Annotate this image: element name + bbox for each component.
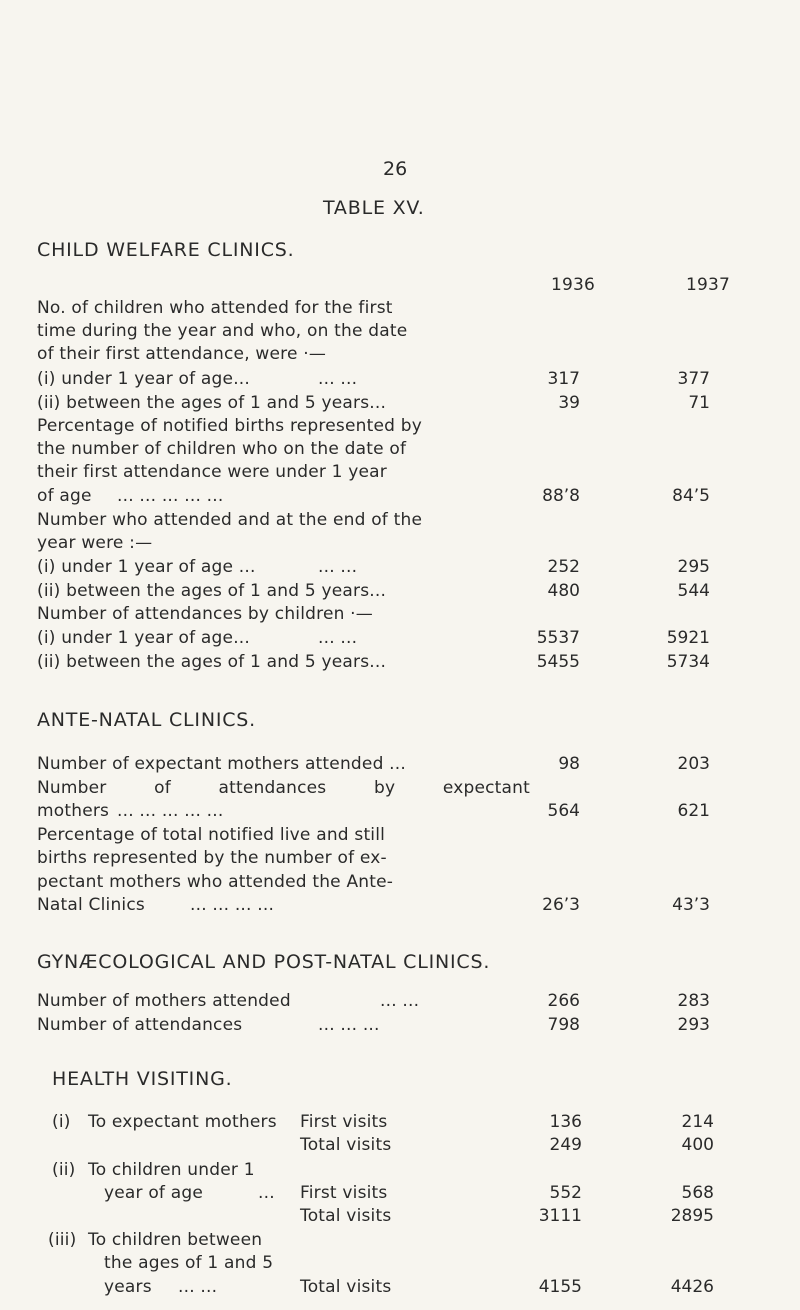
value-1937: 203: [677, 754, 710, 774]
an-row-label: Natal Clinics: [37, 895, 145, 915]
value-1937: 5921: [666, 628, 710, 648]
value-1937: 544: [677, 581, 710, 601]
value-1936: 480: [547, 581, 580, 601]
table-title: TABLE XV.: [323, 197, 425, 219]
cw-row-label: (ii) between the ages of 1 and 5 years...: [37, 581, 387, 601]
value-1936: 317: [547, 369, 580, 389]
gy-row-label: Number of attendances: [37, 1015, 243, 1035]
hv-item-number: (i): [52, 1112, 71, 1132]
value-1937: 71: [688, 393, 710, 413]
cw-row-label: (i) under 1 year of age...: [37, 369, 251, 389]
value-1937: 283: [677, 991, 710, 1011]
gynaecological-heading: GYNÆCOLOGICAL AND POST-NATAL CLINICS.: [37, 951, 491, 973]
hv-item-label: the ages of 1 and 5: [104, 1253, 274, 1273]
leader-dots: ... ...: [318, 557, 358, 577]
value-1936: 4155: [538, 1277, 582, 1297]
health-visiting-heading: HEALTH VISITING.: [52, 1068, 233, 1090]
value-1936: 39: [558, 393, 580, 413]
value-1936: 266: [547, 991, 580, 1011]
value-1936: 798: [547, 1015, 580, 1035]
cw-line: Number who attended and at the end of the: [37, 510, 423, 530]
hv-item-number: (iii): [48, 1230, 77, 1250]
leader-dots: ... ...: [380, 991, 420, 1011]
value-1936: 552: [549, 1183, 582, 1203]
cw-line: Number of attendances by children ·—: [37, 604, 373, 624]
an-row-label: mothers: [37, 801, 110, 821]
value-1936: 5455: [536, 652, 580, 672]
value-1937: 4426: [670, 1277, 714, 1297]
value-1936: 88’8: [542, 486, 580, 506]
child-welfare-heading: CHILD WELFARE CLINICS.: [37, 239, 295, 261]
cw-line: of their first attendance, were ·—: [37, 344, 327, 364]
hv-visit-type: Total visits: [300, 1206, 392, 1226]
value-1937: 2895: [670, 1206, 714, 1226]
cw-line: the number of children who on the date of: [37, 439, 407, 459]
cw-row-label: (i) under 1 year of age ...: [37, 557, 256, 577]
cw-line: No. of children who attended for the first: [37, 298, 393, 318]
value-1937: 377: [677, 369, 710, 389]
cw-row-label: (ii) between the ages of 1 and 5 years...: [37, 652, 387, 672]
cw-row-label: (i) under 1 year of age...: [37, 628, 251, 648]
value-1937: 293: [677, 1015, 710, 1035]
value-1936: 5537: [536, 628, 580, 648]
leader-dots: ... ...: [178, 1277, 218, 1297]
value-1937: 214: [681, 1112, 714, 1132]
value-1937: 568: [681, 1183, 714, 1203]
an-word: of: [154, 778, 171, 798]
value-1937: 5734: [666, 652, 710, 672]
an-word: by: [373, 778, 396, 798]
leader-dots: ... ... ... ...: [190, 895, 275, 915]
value-1936: 98: [558, 754, 580, 774]
column-header-1937: 1937: [686, 275, 731, 295]
hv-item-label: To children under 1: [88, 1160, 255, 1180]
cw-line: their first attendance were under 1 year: [37, 462, 387, 482]
value-1937: 84’5: [672, 486, 710, 506]
value-1936: 136: [549, 1112, 582, 1132]
leader-dots: ...: [258, 1183, 275, 1203]
hv-visit-type: First visits: [300, 1112, 388, 1132]
an-line: births represented by the number of ex-: [37, 848, 387, 868]
gy-row-label: Number of mothers attended: [37, 991, 291, 1011]
hv-visit-type: Total visits: [300, 1277, 392, 1297]
cw-line: time during the year and who, on the date: [37, 321, 408, 341]
value-1936: 3111: [538, 1206, 582, 1226]
hv-item-number: (ii): [52, 1160, 76, 1180]
leader-dots: ... ... ... ... ...: [117, 486, 224, 506]
an-row-label: Number of expectant mothers attended ...: [37, 754, 406, 774]
an-word: Number: [37, 778, 107, 798]
leader-dots: ... ...: [318, 628, 358, 648]
cw-row-label: of age: [37, 486, 92, 506]
value-1937: 621: [677, 801, 710, 821]
value-1937: 43’3: [672, 895, 710, 915]
page-number: 26: [383, 158, 408, 180]
column-header-1936: 1936: [551, 275, 596, 295]
an-word: attendances: [218, 778, 327, 798]
an-line: pectant mothers who attended the Ante-: [37, 872, 394, 892]
value-1936: 26’3: [542, 895, 580, 915]
leader-dots: ... ... ... ... ...: [117, 801, 224, 821]
ante-natal-heading: ANTE-NATAL CLINICS.: [37, 709, 257, 731]
value-1937: 400: [681, 1135, 714, 1155]
an-line: Percentage of total notified live and still: [37, 825, 386, 845]
hv-item-label: year of age: [104, 1183, 203, 1203]
cw-row-label: (ii) between the ages of 1 and 5 years...: [37, 393, 387, 413]
leader-dots: ... ...: [318, 369, 358, 389]
hv-visit-type: First visits: [300, 1183, 388, 1203]
leader-dots: ... ... ...: [318, 1015, 380, 1035]
cw-line: year were :—: [37, 533, 153, 553]
hv-item-label: To children between: [88, 1230, 263, 1250]
hv-item-label: years: [104, 1277, 152, 1297]
value-1936: 564: [547, 801, 580, 821]
an-justified-line: [37, 778, 530, 798]
hv-item-label: To expectant mothers: [88, 1112, 277, 1132]
an-word: expectant: [442, 778, 530, 798]
value-1936: 252: [547, 557, 580, 577]
hv-visit-type: Total visits: [300, 1135, 392, 1155]
cw-line: Percentage of notified births represented by: [37, 416, 422, 436]
value-1937: 295: [677, 557, 710, 577]
value-1936: 249: [549, 1135, 582, 1155]
